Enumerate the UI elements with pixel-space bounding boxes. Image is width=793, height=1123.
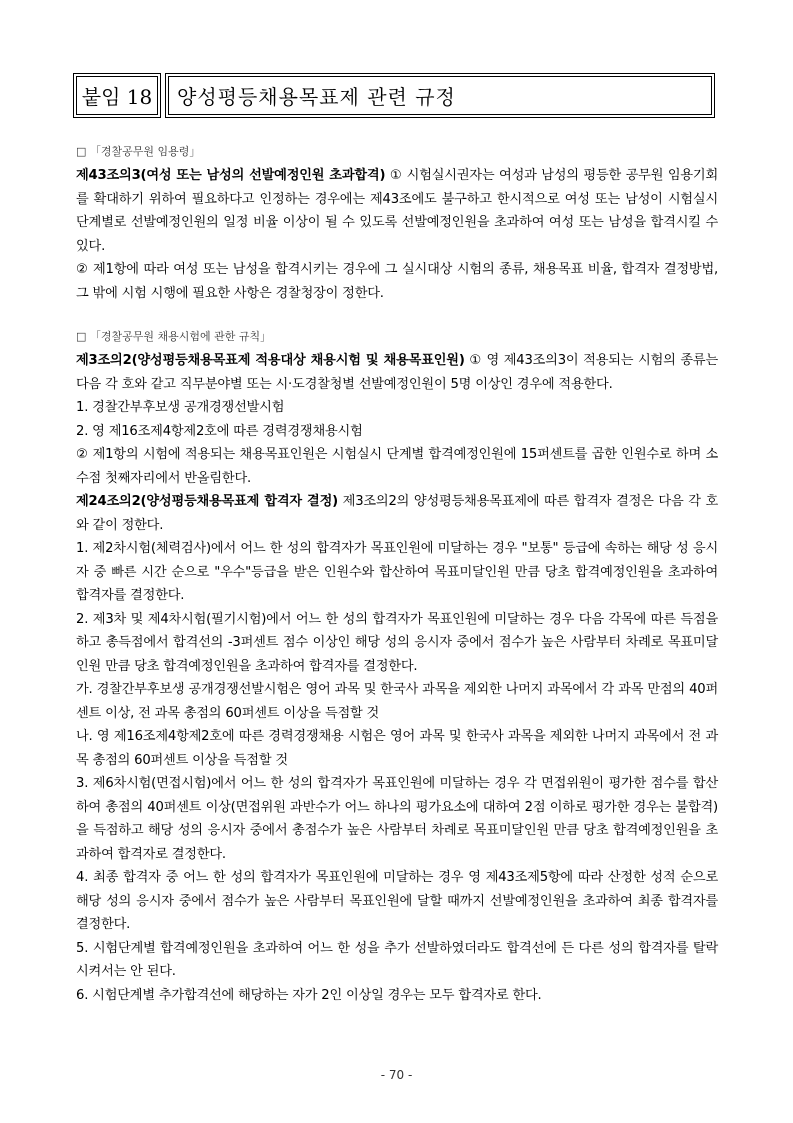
article-43-3-paragraph-2: ② 제1항에 따라 여성 또는 남성을 합격시키는 경우에 그 실시대상 시험의 종류, 채용목표 비율, 합격자 결정방법, 그 밖에 시험 시행에 필요한 사항은 경찰청장이 정한다. — [76, 262, 718, 301]
appendix-header — [76, 76, 712, 115]
page-number: - 70 - — [380, 1068, 413, 1082]
appendix-number-badge: 붙임 18 — [76, 76, 158, 115]
list-item: 1. 경찰간부후보생 공개경쟁선발시험 — [76, 400, 285, 415]
article-43-3-paragraph-1 — [76, 164, 718, 258]
article-heading: 제43조의3(여성 또는 남성의 선발예정인원 초과합격) — [76, 168, 386, 183]
article-text: ① 영 제43조의3이 적용되는 시험의 종류는 다음 각 호와 같고 직무분야별 또는 시·도경찰청별 선발예정인원이 5명 이상인 경우에 적용한다. — [76, 353, 718, 392]
document-body — [76, 142, 718, 1007]
article-24-2 — [76, 490, 718, 537]
law-label-exam-rules: □ 「경찰공무원 채용시험에 관한 규칙」 — [76, 330, 272, 343]
appendix-title: 양성평등채용목표제 관련 규정 — [168, 76, 712, 115]
article-heading: 제24조의2(양성평등채용목표제 합격자 결정) — [76, 494, 338, 509]
list-item: 2. 제3차 및 제4차시험(필기시험)에서 어느 한 성의 합격자가 목표인원에 미달하는 경우 다음 각목에 따른 득점을 하고 총득점에서 합격선의 -3퍼센트 점수 이상인 해당 성의 응시자 중에서 점수가 높은 사람부터 차례로 목표미달인원 만큼 당초 합격예정인원을 초과하여 합격자를 결정한다. — [76, 611, 718, 674]
law-label-appointment-decree: □ 「경찰공무원 임용령」 — [76, 145, 201, 158]
article-3-2-paragraph-1 — [76, 349, 718, 396]
article-3-2-paragraph-2: ② 제1항의 시험에 적용되는 채용목표인원은 시험실시 단계별 합격예정인원에 15퍼센트를 곱한 인원수로 하며 소수점 첫째자리에서 반올림한다. — [76, 447, 718, 486]
list-subitem: 나. 영 제16조제4항제2호에 따른 경력경쟁채용 시험은 영어 과목 및 한국사 과목을 제외한 나머지 과목에서 전 과목 총점의 60퍼센트 이상을 득점할 것 — [76, 729, 718, 768]
list-item: 4. 최종 합격자 중 어느 한 성의 합격자가 목표인원에 미달하는 경우 영 제43조제5항에 따라 산정한 성적 순으로 해당 성의 응시자 중에서 점수가 높은 사람부터 목표인원에 달할 때까지 선발예정인원을 초과하여 최종 합격자를 결정한다. — [76, 870, 718, 932]
list-item: 1. 제2차시험(체력검사)에서 어느 한 성의 합격자가 목표인원에 미달하는 경우 "보통" 등급에 속하는 해당 성 응시자 중 빠른 시간 순으로 "우수"등급을 받은 인원수와 합산하여 목표미달인원 만큼 당초 합격예정인원을 초과하여 합격자를 결정한다. — [76, 541, 718, 603]
list-item: 2. 영 제16조제4항제2호에 따른 경력경쟁채용시험 — [76, 423, 363, 439]
article-text: 제3조의2의 양성평등채용목표제에 따른 합격자 결정은 다음 각 호와 같이 정한다. — [76, 494, 718, 533]
list-item: 3. 제6차시험(면접시험)에서 어느 한 성의 합격자가 목표인원에 미달하는 경우 각 면접위원이 평가한 점수를 합산하여 총점의 40퍼센트 이상(면접위원 과반수가 어느 하나의 평가요소에 대하여 2점 이하로 평가한 경우는 불합격)을 득점하고 해당 성의 응시자 중에서 총점수가 높은 사람부터 차례로 목표미달인원 만큼 당초 합격예정인원을 초과하여 합격자로 결정한다. — [76, 776, 718, 862]
list-item: 5. 시험단계별 합격예정인원을 초과하여 어느 한 성을 추가 선발하였더라도 합격선에 든 다른 성의 합격자를 탈락시켜서는 안 된다. — [76, 940, 718, 979]
article-heading: 제3조의2(양성평등채용목표제 적용대상 채용시험 및 채용목표인원) — [76, 353, 465, 368]
list-item: 6. 시험단계별 추가합격선에 해당하는 자가 2인 이상일 경우는 모두 합격자로 한다. — [76, 987, 542, 1003]
article-text: ① 시험실시권자는 여성과 남성의 평등한 공무원 임용기회를 확대하기 위하여 필요하다고 인정하는 경우에는 제43조에도 불구하고 한시적으로 여성 또는 남성이 시험실시 단계별로 선발예정인원의 일정 비율 이상이 될 수 있도록 선발예정인원을 초과하여 여성 또는 남성을 합격시킬 수 있다. — [76, 168, 718, 254]
list-subitem: 가. 경찰간부후보생 공개경쟁선발시험은 영어 과목 및 한국사 과목을 제외한 나머지 과목에서 각 과목 만점의 40퍼센트 이상, 전 과목 총점의 60퍼센트 이상을 득점할 것 — [76, 682, 718, 721]
